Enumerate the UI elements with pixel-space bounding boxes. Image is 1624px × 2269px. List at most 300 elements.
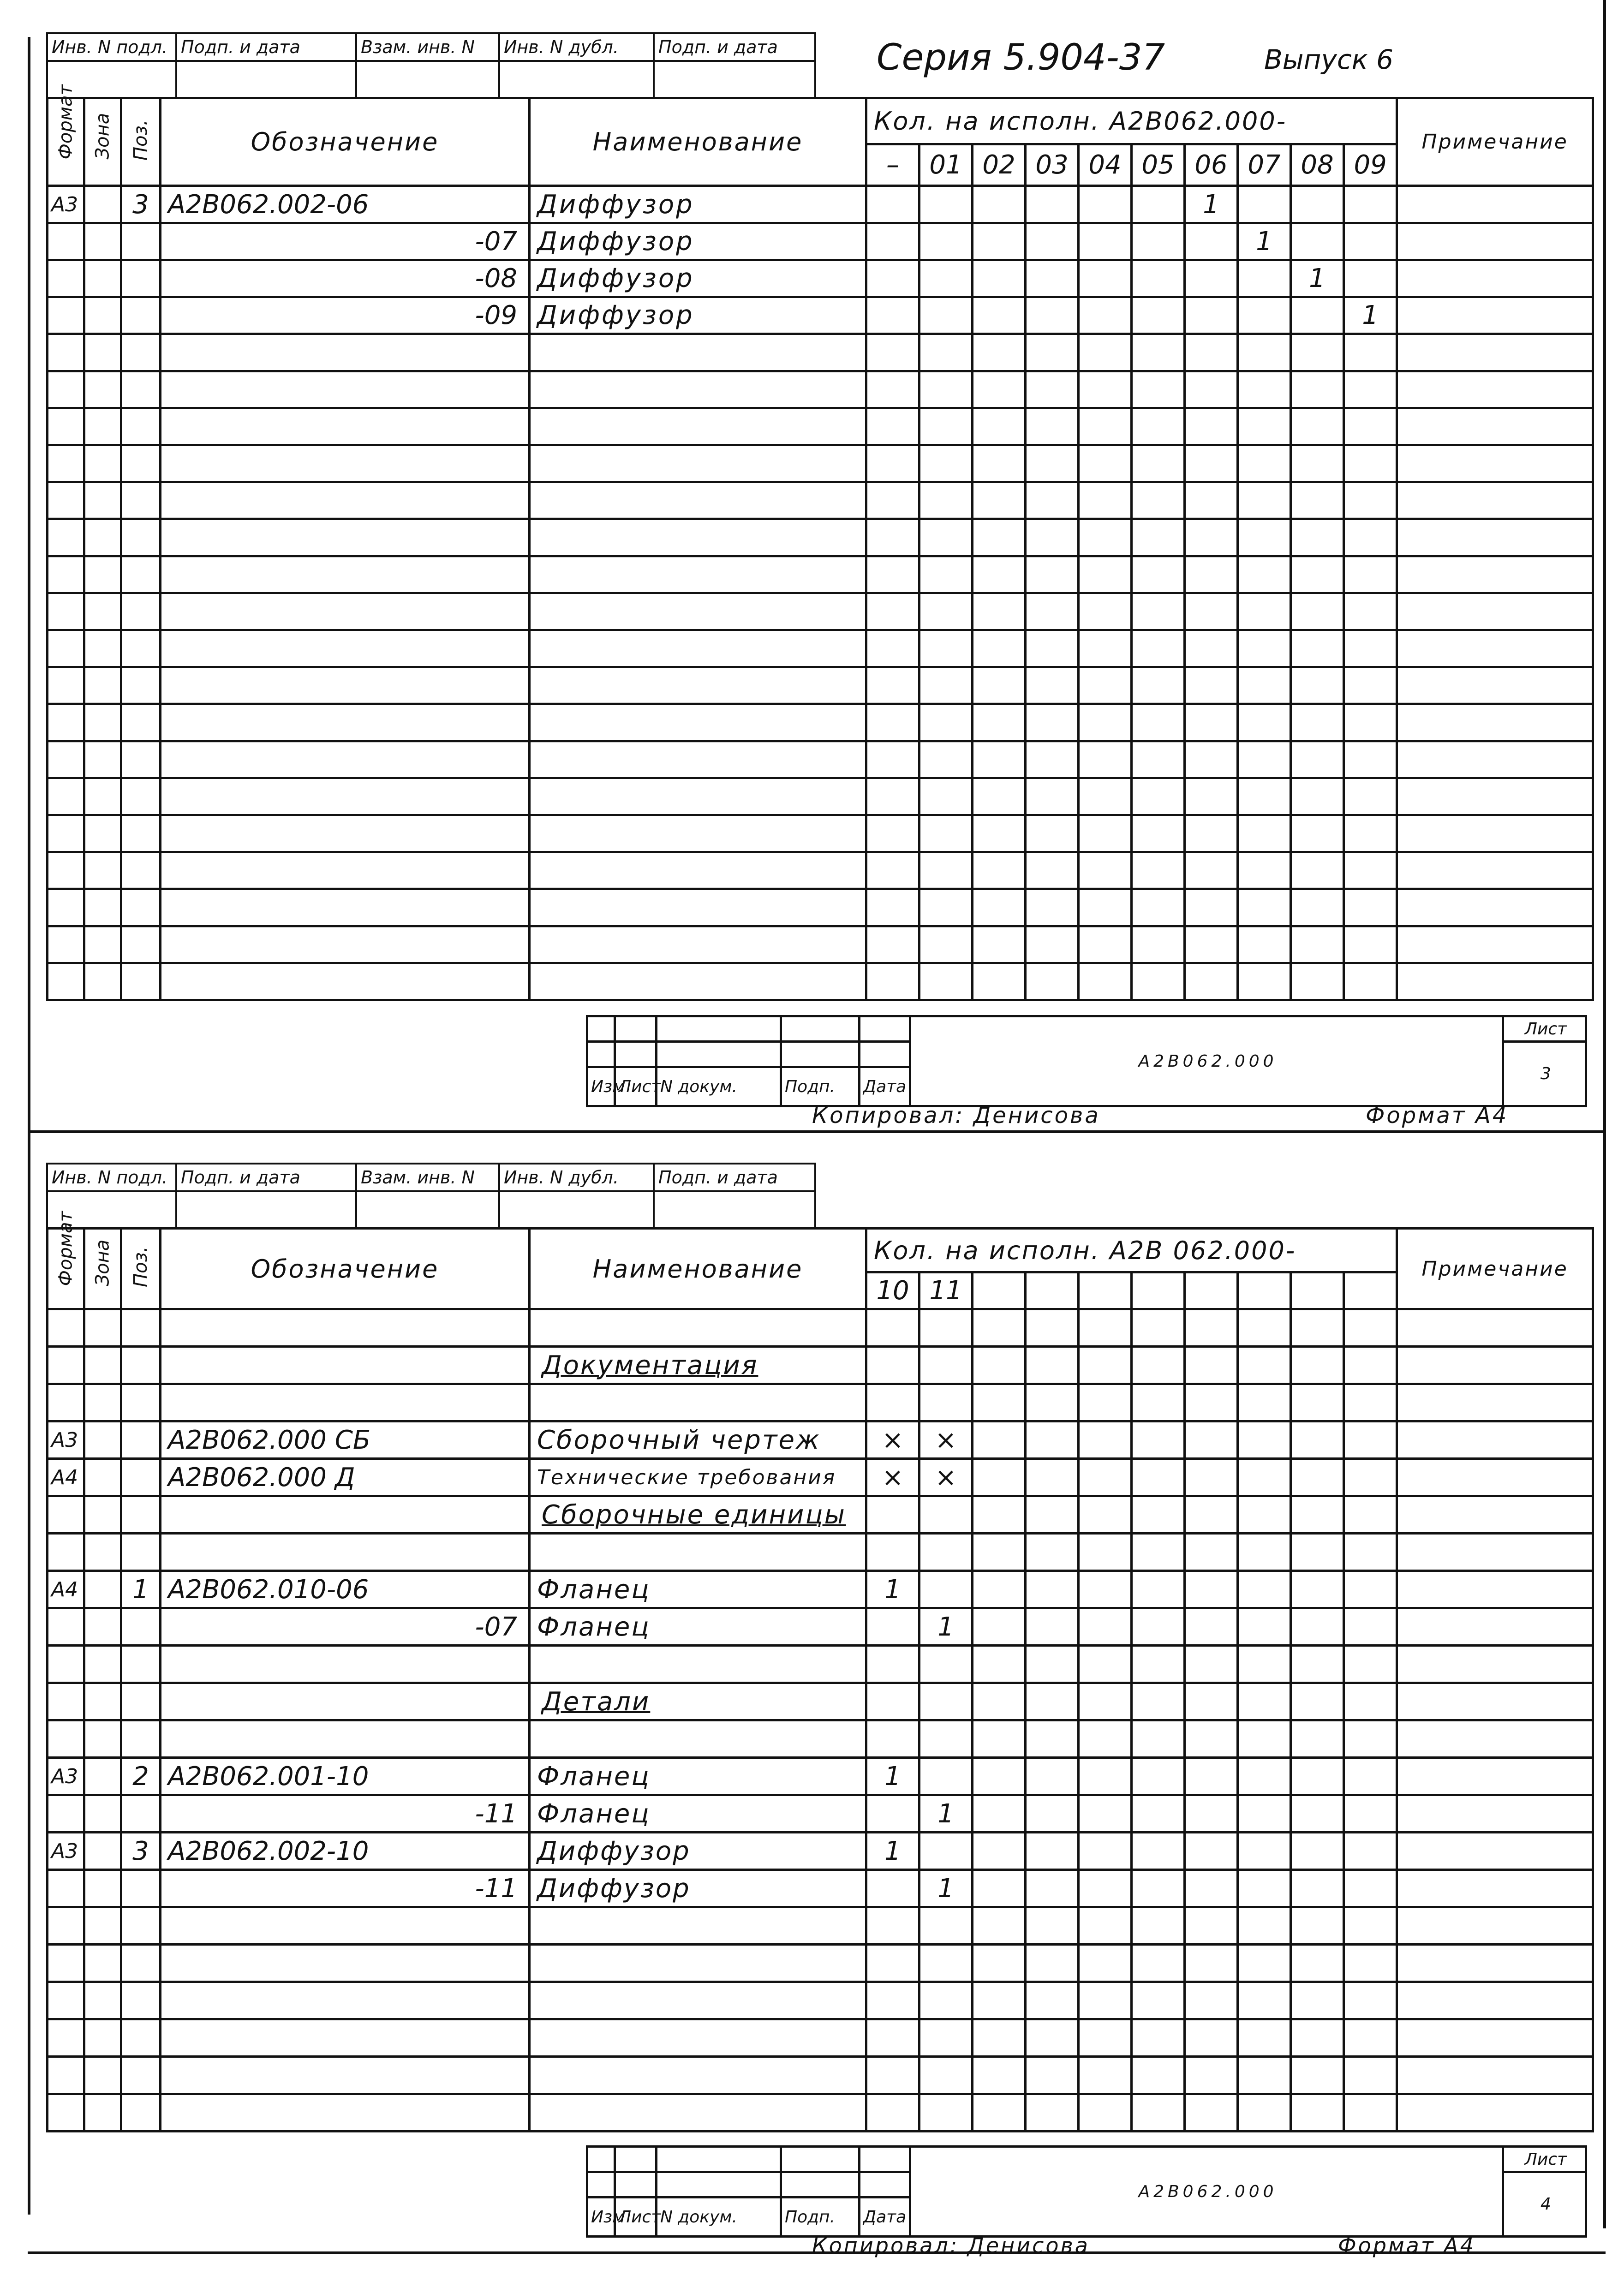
inventory-strip: [46, 32, 816, 99]
qty-cell: [1238, 1571, 1291, 1608]
table-row: [48, 815, 1593, 852]
col-format: Формат: [55, 84, 77, 160]
note-cell: [1397, 1608, 1593, 1646]
qty-cell: ×: [919, 1459, 973, 1496]
table-row: [48, 2057, 1593, 2094]
table-row: [48, 1384, 1593, 1421]
table-row: [48, 260, 1593, 297]
name-cell: Диффузор: [530, 297, 866, 334]
qty-cell: [1238, 1496, 1291, 1534]
qty-cell: [1185, 1459, 1238, 1496]
qty-cell: [1026, 1347, 1079, 1384]
qty-cell: [973, 1646, 1026, 1683]
designation-cell: [161, 1720, 530, 1758]
strip-label: Подп. и дата: [176, 33, 356, 61]
qty-cell: [1238, 1459, 1291, 1496]
designation-cell: [161, 1309, 530, 1347]
qty-cell: [1344, 1534, 1397, 1571]
qty-cell: [973, 1534, 1026, 1571]
designation-cell: [161, 1534, 530, 1571]
zone-cell: [84, 1421, 121, 1459]
variant-cell: 10: [866, 1272, 919, 1309]
qty-cell: [1026, 1608, 1079, 1646]
qty-cell: [1344, 1683, 1397, 1720]
qty-cell: [1079, 1795, 1132, 1833]
qty-cell: [919, 1758, 973, 1795]
qty-cell: [866, 1309, 919, 1347]
qty-cell: [1291, 1870, 1344, 1907]
qty-cell: [1079, 1459, 1132, 1496]
qty-cell: [1344, 1309, 1397, 1347]
name-cell: Фланец: [530, 1758, 866, 1795]
format-cell: А3: [48, 1421, 84, 1459]
zone-cell: [84, 1870, 121, 1907]
qty-cell: [1238, 186, 1291, 223]
qty-cell: [1132, 1795, 1185, 1833]
note-cell: [1397, 1571, 1593, 1608]
title-block-sheet-4: [586, 2145, 1587, 2238]
qty-cell: [1344, 1833, 1397, 1870]
qty-cell: [866, 1534, 919, 1571]
qty-cell: [1132, 1608, 1185, 1646]
table-row: [48, 482, 1593, 519]
variant-cell: 09: [1344, 144, 1397, 186]
note-cell: [1397, 1833, 1593, 1870]
strip-label: Инв. N подл.: [47, 1164, 176, 1191]
doc-code: А2В062.000: [910, 1016, 1503, 1106]
qty-cell: [1079, 1720, 1132, 1758]
format-cell: А4: [48, 1459, 84, 1496]
qty-header: Кол. на исполн. А2В 062.000-: [866, 1229, 1397, 1272]
qty-cell: [919, 260, 973, 297]
note-cell: [1397, 1683, 1593, 1720]
pos-cell: [121, 1309, 161, 1347]
name-cell: Технические требования: [530, 1459, 866, 1496]
format-cell: А4: [48, 1571, 84, 1608]
qty-cell: [919, 223, 973, 260]
table-row: [48, 1758, 1593, 1795]
qty-cell: [1344, 1571, 1397, 1608]
pos-cell: [121, 1347, 161, 1384]
qty-cell: [1132, 1496, 1185, 1534]
col-designation: Обозначение: [161, 98, 530, 186]
stamp-label: Изм: [587, 2197, 615, 2237]
stamp-label: Лист: [615, 1067, 657, 1106]
designation-cell: А2В062.010-06: [161, 1571, 530, 1608]
qty-cell: [1185, 1870, 1238, 1907]
designation-cell: -11: [161, 1870, 530, 1907]
qty-cell: [1132, 1720, 1185, 1758]
qty-cell: [973, 1870, 1026, 1907]
qty-cell: 1: [866, 1758, 919, 1795]
qty-cell: [1079, 1646, 1132, 1683]
qty-cell: [1132, 1309, 1185, 1347]
qty-cell: [1026, 1795, 1079, 1833]
format-cell: [48, 223, 84, 260]
strip-label: Подп. и дата: [176, 1164, 356, 1191]
col-pos: Поз.: [130, 1246, 151, 1287]
left-frame-line: [28, 37, 30, 2215]
qty-cell: [1238, 1795, 1291, 1833]
note-cell: [1397, 1795, 1593, 1833]
qty-cell: [1344, 1421, 1397, 1459]
col-note: Примечание: [1397, 98, 1593, 186]
col-name: Наименование: [530, 1229, 866, 1309]
qty-cell: [1238, 1833, 1291, 1870]
qty-cell: [1291, 1534, 1344, 1571]
format-cell: [48, 1534, 84, 1571]
zone-cell: [84, 1496, 121, 1534]
qty-cell: [1132, 1758, 1185, 1795]
name-cell: [530, 1646, 866, 1683]
qty-cell: [1344, 1608, 1397, 1646]
format-cell: [48, 1795, 84, 1833]
qty-cell: [1291, 1309, 1344, 1347]
qty-cell: [1185, 1534, 1238, 1571]
qty-cell: [1185, 1347, 1238, 1384]
qty-cell: [1344, 223, 1397, 260]
qty-cell: 1: [866, 1571, 919, 1608]
name-cell: [530, 1720, 866, 1758]
qty-cell: [919, 297, 973, 334]
table-row: [48, 371, 1593, 408]
qty-cell: [973, 260, 1026, 297]
table-row: [48, 297, 1593, 334]
format-cell: [48, 1870, 84, 1907]
qty-cell: 1: [919, 1870, 973, 1907]
table-row: [48, 667, 1593, 704]
qty-cell: [1291, 186, 1344, 223]
name-cell: [530, 1309, 866, 1347]
qty-cell: [1132, 1833, 1185, 1870]
designation-cell: [161, 1683, 530, 1720]
qty-cell: 1: [919, 1608, 973, 1646]
sheet-divider: [28, 1130, 1606, 1133]
qty-cell: [1291, 1795, 1344, 1833]
qty-cell: [1291, 1720, 1344, 1758]
col-zone: Зона: [92, 1239, 113, 1286]
variant-cell: 08: [1291, 144, 1344, 186]
designation-cell: А2В062.002-10: [161, 1833, 530, 1870]
issue-label: Выпуск 6: [1264, 44, 1394, 75]
qty-cell: [1079, 1833, 1132, 1870]
title-block-sheet-3: [586, 1015, 1587, 1107]
table-row: [48, 926, 1593, 963]
qty-cell: [1185, 1421, 1238, 1459]
pos-cell: 3: [121, 1833, 161, 1870]
qty-cell: [866, 1646, 919, 1683]
table-row: [48, 741, 1593, 778]
pos-cell: [121, 1646, 161, 1683]
stamp-label: Изм: [587, 1067, 615, 1106]
qty-cell: [1238, 1758, 1291, 1795]
qty-cell: [973, 1720, 1026, 1758]
name-cell: Фланец: [530, 1571, 866, 1608]
zone-cell: [84, 1795, 121, 1833]
series-label: Серия 5.904-37: [877, 37, 1165, 78]
qty-cell: [1185, 1683, 1238, 1720]
qty-cell: [1291, 1384, 1344, 1421]
qty-cell: ×: [866, 1421, 919, 1459]
variant-cell: 11: [919, 1272, 973, 1309]
qty-cell: [1079, 1758, 1132, 1795]
note-cell: [1397, 1646, 1593, 1683]
table-row: [48, 408, 1593, 445]
qty-cell: [866, 1608, 919, 1646]
qty-cell: [1344, 260, 1397, 297]
format-cell: [48, 1347, 84, 1384]
col-designation: Обозначение: [161, 1229, 530, 1309]
table-row: [48, 1421, 1593, 1459]
table-row: [48, 1870, 1593, 1907]
zone-cell: [84, 1571, 121, 1608]
qty-cell: [919, 1833, 973, 1870]
table-row: [48, 1534, 1593, 1571]
zone-cell: [84, 223, 121, 260]
note-cell: [1397, 1309, 1593, 1347]
qty-cell: [1238, 1870, 1291, 1907]
qty-cell: [1026, 1870, 1079, 1907]
pos-cell: [121, 1534, 161, 1571]
table-row: [48, 556, 1593, 593]
stamp-label: Подп.: [781, 2197, 860, 2237]
format-note: Формат А4: [1366, 1103, 1509, 1129]
table-row: [48, 1833, 1593, 1870]
designation-cell: [161, 1496, 530, 1534]
format-cell: [48, 260, 84, 297]
qty-cell: [866, 1384, 919, 1421]
format-cell: [48, 297, 84, 334]
name-cell: Фланец: [530, 1795, 866, 1833]
qty-cell: [1185, 1496, 1238, 1534]
qty-cell: [1185, 1384, 1238, 1421]
table-row: [48, 1571, 1593, 1608]
qty-cell: [1132, 186, 1185, 223]
note-cell: [1397, 1459, 1593, 1496]
variant-cell: –: [866, 144, 919, 186]
qty-cell: [1132, 1534, 1185, 1571]
qty-cell: 1: [1238, 223, 1291, 260]
qty-cell: [919, 1309, 973, 1347]
qty-cell: [919, 1384, 973, 1421]
table-row: [48, 1459, 1593, 1496]
qty-cell: [1238, 1309, 1291, 1347]
qty-cell: [1079, 1534, 1132, 1571]
qty-cell: [973, 1421, 1026, 1459]
qty-cell: [973, 1309, 1026, 1347]
qty-cell: [1026, 1459, 1079, 1496]
qty-header: Кол. на исполн. А2В062.000-: [866, 98, 1397, 144]
qty-cell: [1026, 1720, 1079, 1758]
qty-cell: [1344, 1646, 1397, 1683]
qty-cell: [1026, 260, 1079, 297]
section-heading: Документация: [530, 1347, 866, 1384]
zone-cell: [84, 1646, 121, 1683]
col-pos: Поз.: [130, 119, 151, 161]
variant-cell: 04: [1079, 144, 1132, 186]
table-row: [48, 1945, 1593, 1982]
table-row: [48, 334, 1593, 371]
pos-cell: [121, 223, 161, 260]
qty-cell: [1344, 1758, 1397, 1795]
qty-cell: [866, 1795, 919, 1833]
qty-cell: [1238, 1608, 1291, 1646]
section-heading: Детали: [530, 1683, 866, 1720]
qty-cell: [1026, 1421, 1079, 1459]
qty-cell: [1026, 1758, 1079, 1795]
qty-cell: [1132, 297, 1185, 334]
right-frame-line: [1603, 0, 1606, 2228]
sheet-number: 3: [1503, 1042, 1586, 1106]
variant-cell: 03: [1026, 144, 1079, 186]
table-row: [48, 778, 1593, 815]
qty-cell: [866, 297, 919, 334]
zone-cell: [84, 1309, 121, 1347]
qty-cell: [1132, 1683, 1185, 1720]
qty-cell: [1238, 1720, 1291, 1758]
pos-cell: [121, 1720, 161, 1758]
qty-cell: [973, 1758, 1026, 1795]
qty-cell: 1: [1185, 186, 1238, 223]
note-cell: [1397, 297, 1593, 334]
qty-cell: [973, 297, 1026, 334]
note-cell: [1397, 1534, 1593, 1571]
qty-cell: [1291, 1833, 1344, 1870]
name-cell: Диффузор: [530, 223, 866, 260]
pos-cell: 1: [121, 1571, 161, 1608]
qty-cell: [1238, 1534, 1291, 1571]
strip-label: Подп. и дата: [654, 33, 815, 61]
stamp-label: Дата: [860, 1067, 910, 1106]
note-cell: [1397, 1758, 1593, 1795]
qty-cell: [919, 1683, 973, 1720]
qty-cell: [973, 1347, 1026, 1384]
qty-cell: [1079, 297, 1132, 334]
table-row: [48, 1982, 1593, 2019]
sheet-3-rows: [48, 186, 1593, 1000]
strip-label: Подп. и дата: [654, 1164, 815, 1191]
qty-cell: [1185, 223, 1238, 260]
qty-cell: [973, 1683, 1026, 1720]
stamp-label: N докум.: [657, 2197, 781, 2237]
qty-cell: [1132, 1571, 1185, 1608]
qty-cell: [1291, 1347, 1344, 1384]
qty-cell: [1079, 1608, 1132, 1646]
col-format: Формат: [55, 1211, 77, 1286]
qty-cell: [866, 260, 919, 297]
format-cell: [48, 1720, 84, 1758]
name-cell: Диффузор: [530, 260, 866, 297]
qty-cell: [1344, 186, 1397, 223]
qty-cell: [1291, 1571, 1344, 1608]
pos-cell: [121, 1421, 161, 1459]
qty-cell: [1026, 1683, 1079, 1720]
designation-cell: А2В062.000 СБ: [161, 1421, 530, 1459]
qty-cell: [1291, 223, 1344, 260]
pos-cell: [121, 1608, 161, 1646]
format-cell: [48, 1384, 84, 1421]
format-cell: [48, 1608, 84, 1646]
qty-cell: [919, 1571, 973, 1608]
stamp-label: Лист: [615, 2197, 657, 2237]
zone-cell: [84, 1459, 121, 1496]
qty-cell: [1238, 260, 1291, 297]
qty-cell: [919, 1646, 973, 1683]
qty-cell: [1132, 1870, 1185, 1907]
qty-cell: [1238, 1683, 1291, 1720]
qty-cell: [1291, 1608, 1344, 1646]
designation-cell: А2В062.000 Д: [161, 1459, 530, 1496]
zone-cell: [84, 1347, 121, 1384]
pos-cell: [121, 1870, 161, 1907]
qty-cell: [1344, 1870, 1397, 1907]
pos-cell: 2: [121, 1758, 161, 1795]
note-cell: [1397, 223, 1593, 260]
table-row: [48, 1608, 1593, 1646]
qty-cell: [1238, 1347, 1291, 1384]
table-row: [48, 519, 1593, 556]
qty-cell: [1079, 1496, 1132, 1534]
variant-cell: 01: [919, 144, 973, 186]
table-row: [48, 889, 1593, 926]
strip-label: Инв. N дубл.: [499, 33, 654, 61]
format-cell: [48, 1496, 84, 1534]
qty-cell: [1132, 1384, 1185, 1421]
pos-cell: [121, 297, 161, 334]
format-cell: [48, 1683, 84, 1720]
qty-cell: [1079, 223, 1132, 260]
name-cell: [530, 1534, 866, 1571]
table-row: [48, 1496, 1593, 1534]
qty-cell: [1026, 1384, 1079, 1421]
sheet-4-rows: [48, 1309, 1593, 2132]
zone-cell: [84, 1534, 121, 1571]
qty-cell: [1344, 1795, 1397, 1833]
note-cell: [1397, 260, 1593, 297]
note-cell: [1397, 1720, 1593, 1758]
col-note: Примечание: [1397, 1229, 1593, 1309]
zone-cell: [84, 1683, 121, 1720]
qty-cell: [1185, 1795, 1238, 1833]
zone-cell: [84, 186, 121, 223]
zone-cell: [84, 1720, 121, 1758]
note-cell: [1397, 186, 1593, 223]
qty-cell: [1026, 297, 1079, 334]
pos-cell: [121, 260, 161, 297]
table-row: [48, 186, 1593, 223]
qty-cell: [1238, 1384, 1291, 1421]
table-row: [48, 445, 1593, 482]
note-cell: [1397, 1384, 1593, 1421]
designation-cell: -11: [161, 1795, 530, 1833]
qty-cell: [1238, 1421, 1291, 1459]
designation-cell: [161, 1384, 530, 1421]
inventory-strip: [46, 1163, 816, 1229]
qty-cell: [973, 1833, 1026, 1870]
table-row: [48, 630, 1593, 667]
qty-cell: [1291, 1758, 1344, 1795]
table-row: [48, 1347, 1593, 1384]
qty-cell: [1185, 1720, 1238, 1758]
variant-cell: 06: [1185, 144, 1238, 186]
format-cell: А3: [48, 1758, 84, 1795]
table-row: [48, 1309, 1593, 1347]
qty-cell: [1132, 1459, 1185, 1496]
qty-cell: [866, 186, 919, 223]
qty-cell: [866, 1347, 919, 1384]
qty-cell: [973, 1608, 1026, 1646]
qty-cell: [866, 1683, 919, 1720]
